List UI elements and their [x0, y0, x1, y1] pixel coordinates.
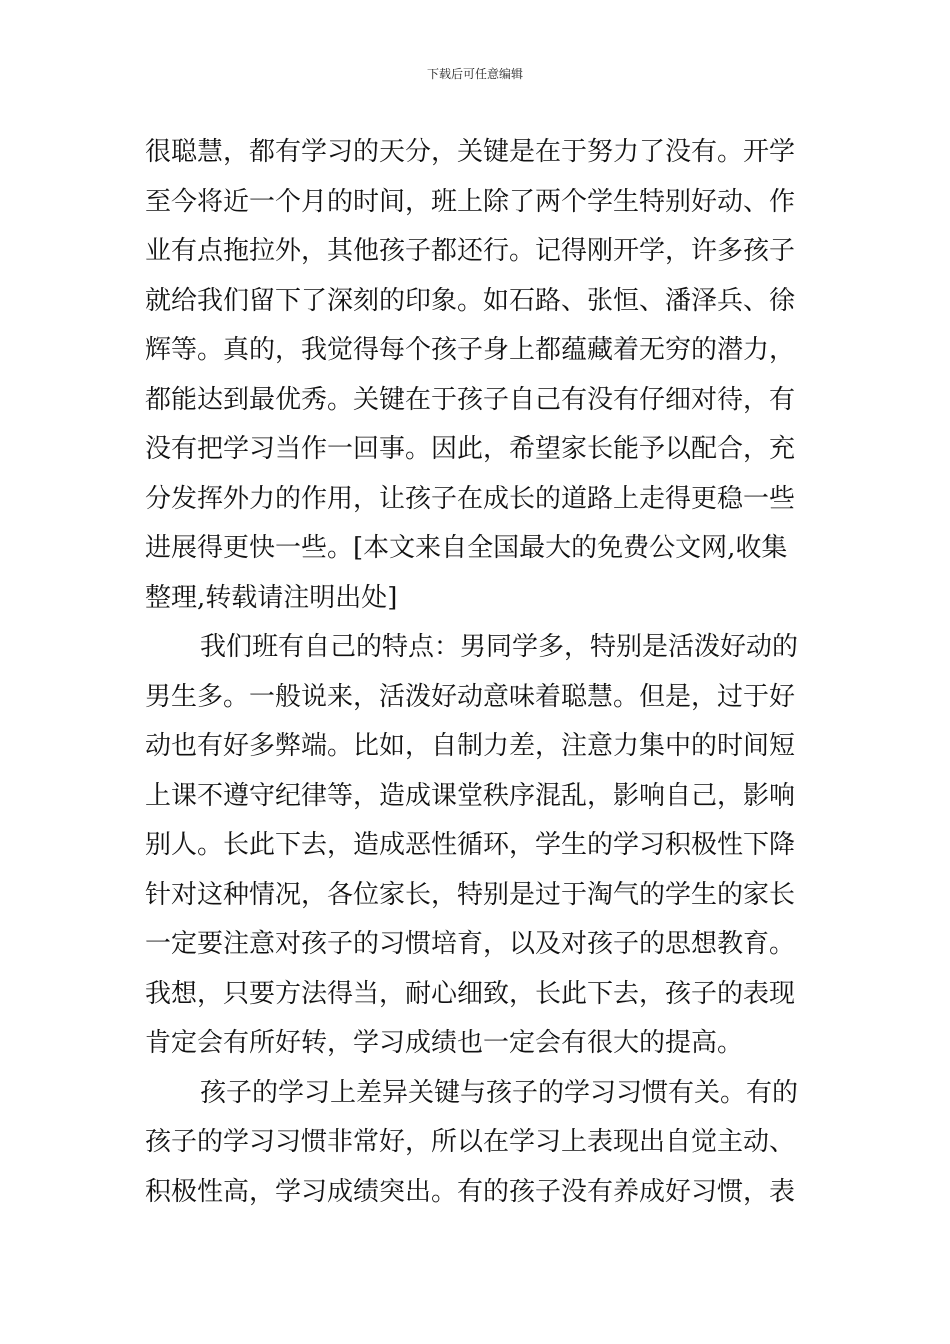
text-line: 孩子的学习上差异关键与孩子的学习习惯有关。有的 — [200, 1077, 799, 1108]
text-line: 肯定会有所好转，学习成绩也一定会有很大的提高。 — [145, 1028, 744, 1058]
text-line: 至今将近一个月的时间，班上除了两个学生特别好动、作 — [145, 186, 796, 217]
text-line: 辉等。真的，我觉得每个孩子身上都蕴藏着无穷的潜力， — [145, 335, 796, 365]
text-line: 没有把学习当作一回事。因此，希望家长能予以配合，充 — [145, 434, 796, 464]
text-line: 一定要注意对孩子的习惯培育，以及对孩子的思想教育。 — [145, 929, 796, 959]
text-line: 很聪慧，都有学习的天分，关键是在于努力了没有。开学 — [145, 137, 796, 167]
text-line: 我们班有自己的特点：男同学多，特别是活泼好动的 — [200, 632, 799, 662]
text-line: 分发挥外力的作用，让孩子在成长的道路上走得更稳一些 — [145, 483, 796, 514]
text-line: 男生多。一般说来，活泼好动意味着聪慧。但是，过于好 — [145, 681, 796, 712]
text-line: 别人。长此下去，造成恶性循环，学生的学习积极性下降 — [145, 830, 796, 860]
text-line: 针对这种情况，各位家长，特别是过于淘气的学生的家长 — [145, 879, 796, 910]
text-line: 上课不遵守纪律等，造成课堂秩序混乱，影响自己，影响 — [145, 780, 796, 811]
text-line: 进展得更快一些。[本文来自全国最大的免费公文网,收集 — [145, 533, 788, 563]
document-body — [145, 128, 815, 1217]
text-line: 孩子的学习习惯非常好，所以在学习上表现出自觉主动、 — [145, 1127, 796, 1157]
text-line: 业有点拖拉外，其他孩子都还行。记得刚开学，许多孩子 — [145, 236, 796, 266]
text-line: 动也有好多弊端。比如，自制力差，注意力集中的时间短 — [145, 731, 796, 761]
text-line: 就给我们留下了深刻的印象。如石路、张恒、潘泽兵、徐 — [145, 285, 796, 316]
page-header: 下载后可任意编辑 — [426, 67, 523, 81]
paragraph-3 — [145, 1069, 815, 1218]
paragraph-2 — [145, 623, 815, 1069]
text-line: 我想，只要方法得当，耐心细致，长此下去，孩子的表现 — [145, 978, 796, 1009]
paragraph-1 — [145, 128, 815, 623]
text-line: 积极性高，学习成绩突出。有的孩子没有养成好习惯，表 — [145, 1176, 796, 1207]
text-line: 整理,转载请注明出处] — [145, 582, 398, 613]
text-line: 都能达到最优秀。关键在于孩子自己有没有仔细对待，有 — [145, 384, 796, 415]
